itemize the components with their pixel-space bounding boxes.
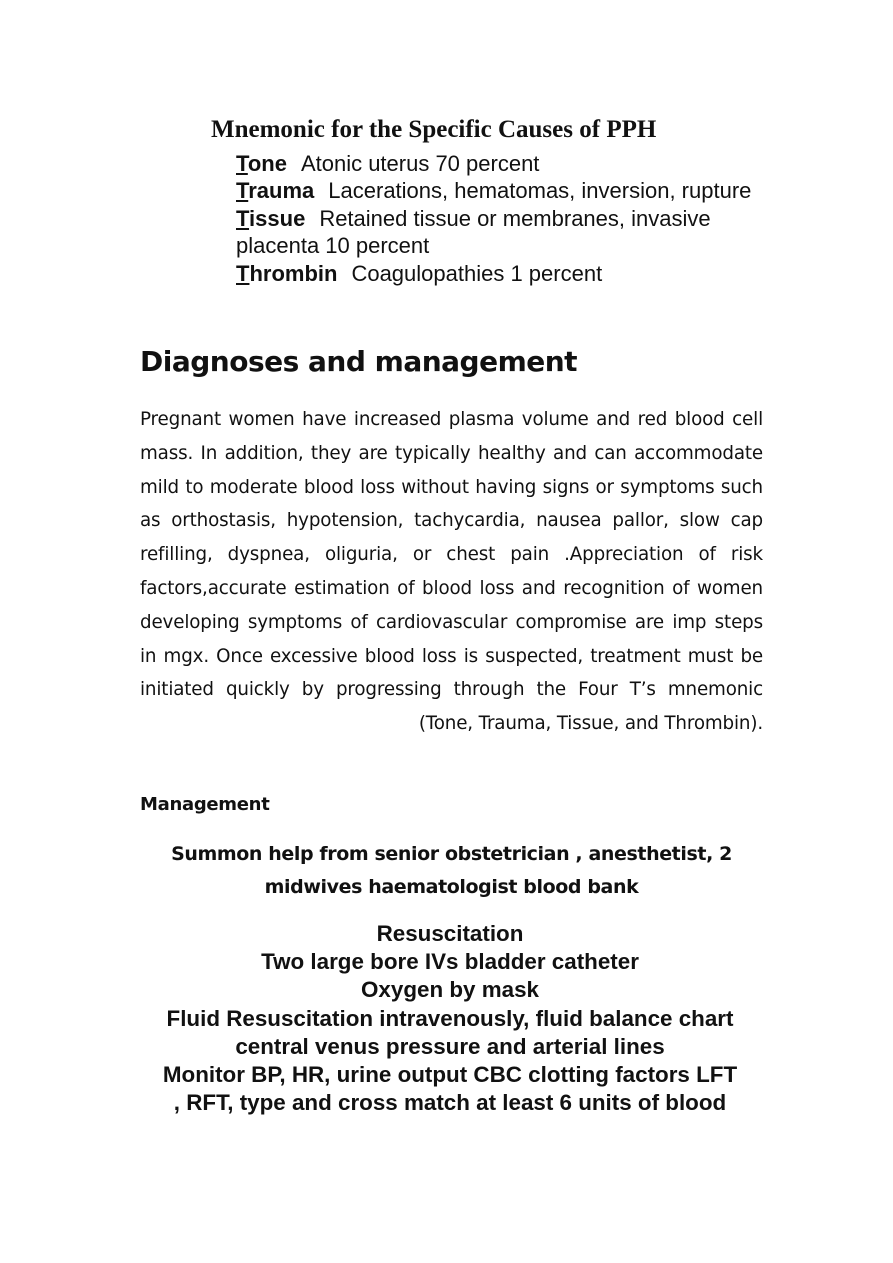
mnemonic-key-rest: rauma [248, 178, 315, 204]
resuscitation-line: , RFT, type and cross match at least 6 units of blood [173, 1090, 727, 1116]
mnemonic-key-initial: T [236, 151, 248, 176]
mnemonic-key-rest: issue [249, 205, 306, 231]
mnemonic-description: Atonic uterus 70 percent [300, 151, 540, 176]
mnemonic-item-tissue [236, 205, 796, 260]
mnemonic-key [236, 206, 305, 231]
resuscitation-line: Oxygen by mask [361, 977, 539, 1003]
mnemonic-key-initial: T [236, 205, 250, 231]
mnemonic-description: Coagulopathies 1 percent [351, 260, 603, 286]
mnemonic-title: Mnemonic for the Specific Causes of PPH [211, 116, 657, 143]
section-heading-diagnoses: Diagnoses and management [140, 345, 578, 378]
mnemonic-item-thrombin [236, 260, 796, 287]
resuscitation-heading: Resuscitation [376, 921, 524, 946]
summon-help-text [140, 838, 763, 904]
mnemonic-description: Retained tissue or membranes, invasive placenta 10 percent [236, 205, 711, 259]
resuscitation-line: central venus pressure and arterial lines [235, 1033, 665, 1059]
summon-line: midwives haematologist blood bank [264, 876, 639, 898]
resuscitation-line: Two large bore IVs bladder catheter [261, 949, 639, 975]
summon-line: Summon help from senior obstetrician , anesthetist, 2 [171, 843, 732, 865]
mnemonic-item-trauma [236, 177, 796, 204]
mnemonic-description: Lacerations, hematomas, inversion, rupture [328, 178, 752, 204]
mnemonic-key-rest: hrombin [249, 260, 338, 286]
resuscitation-block [120, 920, 780, 1117]
resuscitation-line: Fluid Resuscitation intravenously, fluid balance chart [166, 1005, 734, 1031]
mnemonic-list [236, 150, 796, 287]
mnemonic-key-initial: T [236, 178, 249, 204]
resuscitation-line: Monitor BP, HR, urine output CBC clotting factors LFT [162, 1062, 738, 1088]
management-label: Management [140, 794, 270, 815]
mnemonic-key [236, 178, 314, 203]
diagnoses-paragraph: Pregnant women have increased plasma volume and red blood cell mass. In addition, they are typically healthy and can accommodate mild to moderate blood loss without having signs or symptoms such as orthostasis, hypotension, tachycardia, nausea pallor, slow cap refilling, dyspnea, oliguria, or chest pain .Appreciation of risk factors,accurate estimation of blood loss and recognition of women developing symptoms of cardiovascular compromise are imp steps in mgx. Once excessive blood loss is suspected, treatment must be initiated quickly by progressing through the Four T’s mnemonic (Tone, Trauma, Tissue, and Thrombin). [140, 409, 763, 735]
mnemonic-key-initial: T [236, 260, 250, 286]
mnemonic-key [236, 261, 337, 286]
mnemonic-key [236, 151, 287, 176]
mnemonic-item-tone [236, 150, 796, 177]
mnemonic-key-rest: one [247, 151, 287, 176]
